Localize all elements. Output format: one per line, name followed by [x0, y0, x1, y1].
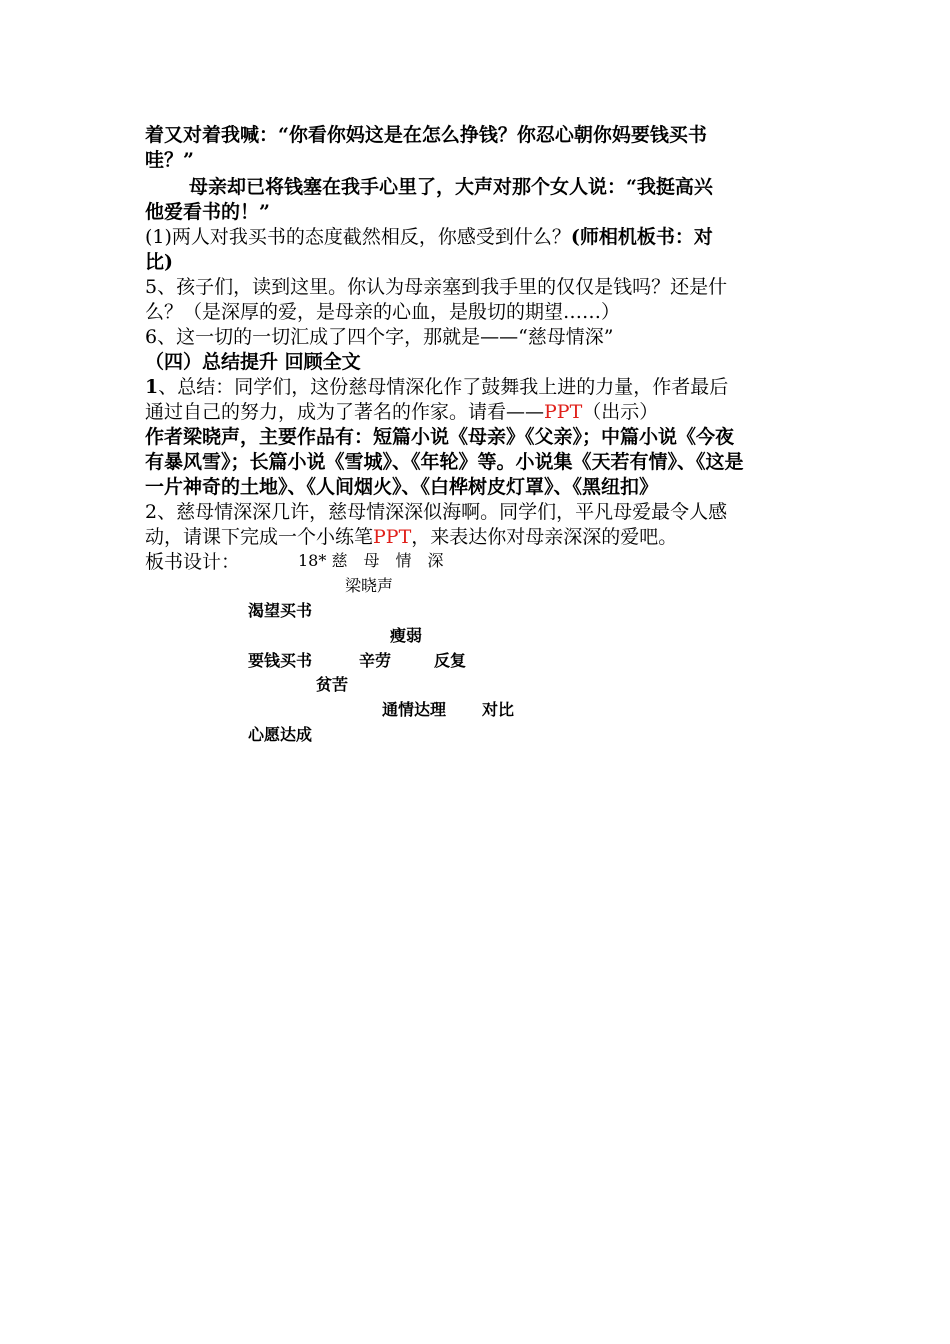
- board-note: (师相机板书：对: [570, 226, 713, 248]
- author-works: 有暴风雪》；长篇小说《雪城》、《年轮》等。小说集《天若有情》、《这是: [145, 451, 744, 473]
- paragraph-line: 比): [145, 251, 173, 273]
- question-5: 5、孩子们，读到这里。你认为母亲塞到我手里的仅仅是钱吗？还是什: [145, 276, 728, 298]
- summary-text: ，来表达你对母亲深深的爱吧。: [411, 526, 678, 548]
- ppt-highlight: PPT: [373, 526, 412, 548]
- ppt-highlight: PPT: [544, 401, 583, 423]
- summary-number: 1: [145, 376, 159, 398]
- summary-1: [145, 375, 810, 400]
- paragraph-line: 么？（是深厚的爱，是母亲的心血，是殷切的期望……）: [145, 301, 621, 323]
- question-6: 6、这一切的一切汇成了四个字，那就是——“慈母情深”: [145, 326, 614, 348]
- board-item: 瘦弱: [390, 626, 423, 645]
- paragraph-line: 他爱看书的！”: [145, 201, 270, 223]
- summary-2-cont: [145, 525, 810, 550]
- board-item: 反复: [434, 651, 467, 670]
- board-item: 通情达理: [382, 700, 447, 719]
- summary-text: 动，请课下完成一个小练笔: [145, 526, 374, 548]
- summary-1-cont: [145, 400, 810, 425]
- author-works: 一片神奇的土地》、《人间烟火》、《白桦树皮灯罩》、《黑纽扣》: [145, 476, 659, 498]
- section-heading: （四）总结提升 回顾全文: [145, 351, 361, 373]
- summary-text: 通过自己的努力，成为了著名的作家。请看——: [145, 401, 545, 423]
- body-text: [145, 123, 810, 575]
- summary-text: 、总结：同学们，这份慈母情深化作了鼓舞我上进的力量，作者最后: [158, 376, 729, 398]
- question-1: [145, 225, 810, 250]
- board-item: 心愿达成: [248, 725, 313, 744]
- question-1-text: (1)两人对我买书的态度截然相反，你感受到什么？: [145, 226, 571, 248]
- board-item: 要钱买书: [248, 651, 313, 670]
- paragraph-line: 母亲却已将钱塞在我手心里了，大声对那个女人说：“我挺高兴: [189, 176, 713, 198]
- board-label: 板书设计：: [145, 551, 241, 573]
- board-author: 梁晓声: [345, 576, 394, 595]
- summary-text: （出示）: [582, 401, 659, 423]
- board-title: 18* 慈 母 情 深: [298, 551, 444, 570]
- board-item: 对比: [482, 700, 515, 719]
- summary-2: 2、慈母情深深几许，慈母情深深似海啊。同学们，平凡母爱最令人感: [145, 501, 728, 523]
- paragraph-line: 哇？”: [145, 149, 194, 171]
- board-item: 贫苦: [316, 675, 349, 694]
- board-item: 辛劳: [359, 651, 392, 670]
- board-item: 渴望买书: [248, 601, 313, 620]
- paragraph-line: 着又对着我喊：“你看你妈这是在怎么挣钱？你忍心朝你妈要钱买书: [145, 124, 707, 146]
- author-works: 作者梁晓声，主要作品有：短篇小说《母亲》《父亲》；中篇小说《今夜: [145, 426, 735, 448]
